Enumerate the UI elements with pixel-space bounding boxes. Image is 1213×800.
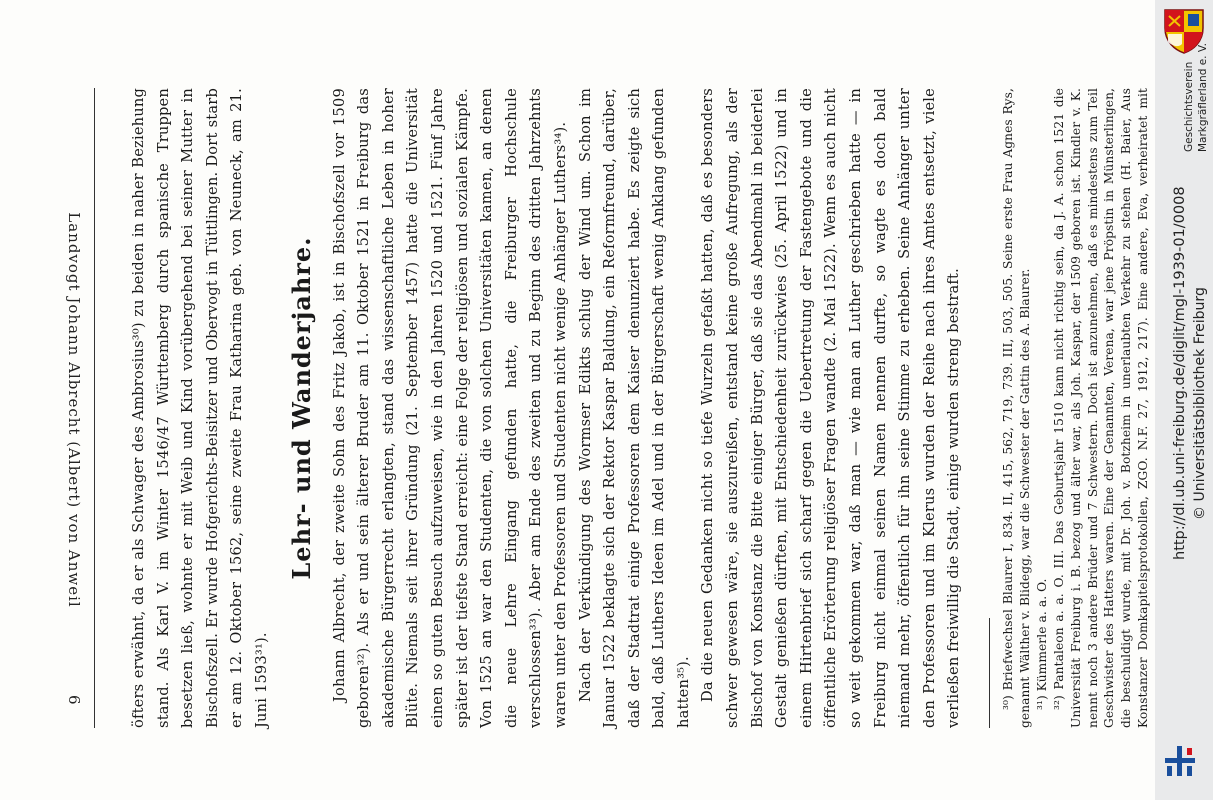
running-head: Landvogt Johann Albrecht (Albert) von Anweil — [65, 212, 83, 608]
society-name-line1: Geschichtsverein — [1183, 61, 1195, 152]
footnote-divider — [989, 618, 990, 728]
society-name-line2: Markgräflerland e. V. — [1197, 42, 1209, 152]
body-text — [115, 88, 1155, 728]
footnote-30: ³⁰) Briefwechsel Blaurer I, 834. II, 415, 562, 719, 739. III, 503, 505. Seine erste Frau Agnes Rys, genannt Wälther v. Blidegg, war die Schwester der Gattin des A. Blaurer. — [1001, 88, 1032, 728]
footnote-31: ³¹) Kümmerle a. a. O. — [1034, 578, 1049, 710]
section-paragraph-3: Da die neuen Gedanken nicht so tiefe Wurzeln gefaßt hatten, daß es besonders schwer gewesen wäre, sie auszureißen, entstand keine große Aufregung, als der Bischof von Konstanz die Bitte einiger Bürger, daß sie das Abendmahl in beiderlei Gestalt genießen dürften, mit Entschiedenheit zurückwies (25. April 1522) und in einem Hirtenbrief sich scharf gegen die Uebertretung der Fastengebote und die öffentliche Erörterung religiöser Fragen wandte (2. Mai 1522). Wenn es auch nicht so weit gekommen war, daß man — wie man an Luther geschrieben hatte — in Freiburg nicht einmal seinen Namen nennen durfte, so wagte es doch bald niemand mehr, öffentlich für ihn seine Stimme zu erheben. Seine Anhänger unter den Professoren und im Klerus wurden der Reihe nach ihres Amtes entsetzt, viele verließen freiwillig die Stadt, einige wurden streng bestraft. — [699, 88, 963, 728]
permalink-url[interactable]: http://dl.ub.uni-freiburg.de/diglit/mgl-1939-01/0008 — [1172, 186, 1188, 560]
page-number: 6 — [65, 695, 83, 705]
section-paragraph-1: Johann Albrecht, der zweite Sohn des Fritz Jakob, ist in Bischofszell vor 1509 geboren³²). Als er und sein älterer Bruder am 11. Oktober 1521 in Freiburg das akademische Bürgerrecht erlangten, stand das wissenschaftliche Leben in hoher Blüte. Niemals seit ihrer Gründung (21. September 1457) hatte die Universität einen so guten Besuch aufzuweisen, wie in den Jahren 1520 und 1521. Fünf Jahre später ist der tiefste Stand erreicht: eine Folge der religiösen und sozialen Kämpfe. Von 1525 an war den Studenten, die von solchen Universitäten kamen, an denen die neue Lehre Eingang gefunden hatte, die Freiburger Hochschule verschlossen³³). Aber am Ende des zweiten und zu Beginn des dritten Jahrzehnts waren unter den Professoren und Studenten nicht wenige Anhänger Luthers³⁴). — [330, 88, 569, 728]
section-title: Lehr- und Wanderjahre. — [286, 236, 316, 580]
section-paragraph-2: Nach der Verkündigung des Wormser Edikts schlug der Wind um. Schon im Januar 1522 beklagte sich der Rektor Kaspar Baldung, ein Reformfreund, darüber, daß der Stadtrat einige Professoren dem Kaiser denunziert habe. Es zeigte sich bald, daß Luthers Ideen im Adel und in der Bürgerschaft wenig Anklang gefunden hatten³⁵). — [576, 88, 692, 728]
intro-paragraph: öfters erwähnt, da er als Schwager des Ambrosius³⁰) zu beiden in naher Beziehung stand. Als Karl V. im Winter 1546/47 Württemberg durch spanische Truppen besetzen ließ, wohnte er mit Weib und Kind vorübergehend bei seiner Mutter in Bischofszell. Er wurde Hofgerichts-Beisitzer und Obervogt in Tüttlingen. Dort starb er am 12. Oktober 1562, seine zweite Frau Katharina geb. von Neuneck, am 21. Juni 1593³¹). — [130, 88, 270, 728]
header-rule — [94, 88, 95, 728]
copyright-notice: © Universitätsbibliothek Freiburg — [1192, 287, 1208, 520]
footnote-32: ³²) Pantaleon a. a. O. III. Das Geburtsjahr 1510 kann nicht richtig sein, da J. A. schon 1521 die Universität Freiburg i. B. bezog und älter war, als Joh. Kaspar, der 1509 geboren ist. Kindler v. K. nennt noch 3 andere Brüder und 7 Schwestern. Doch ist anzunehmen, daß es mindestens zum Teil Geschwister des Hatters waren. Eine der Genannten, Verena, war jene Pröpstin in Münsterlingen, die beschuldigt wurde, mit Dr. Joh. v. Botzheim in unerlaubten Verkehr zu stehen (H. Baier, Aus Konstanzer Domkapitelsprotokollen, ZGO. N.F. 27, 1912, 217). Eine andere, Eva, verheiratet mit — [1051, 88, 1151, 728]
ub-freiburg-logo-icon — [1163, 744, 1197, 778]
